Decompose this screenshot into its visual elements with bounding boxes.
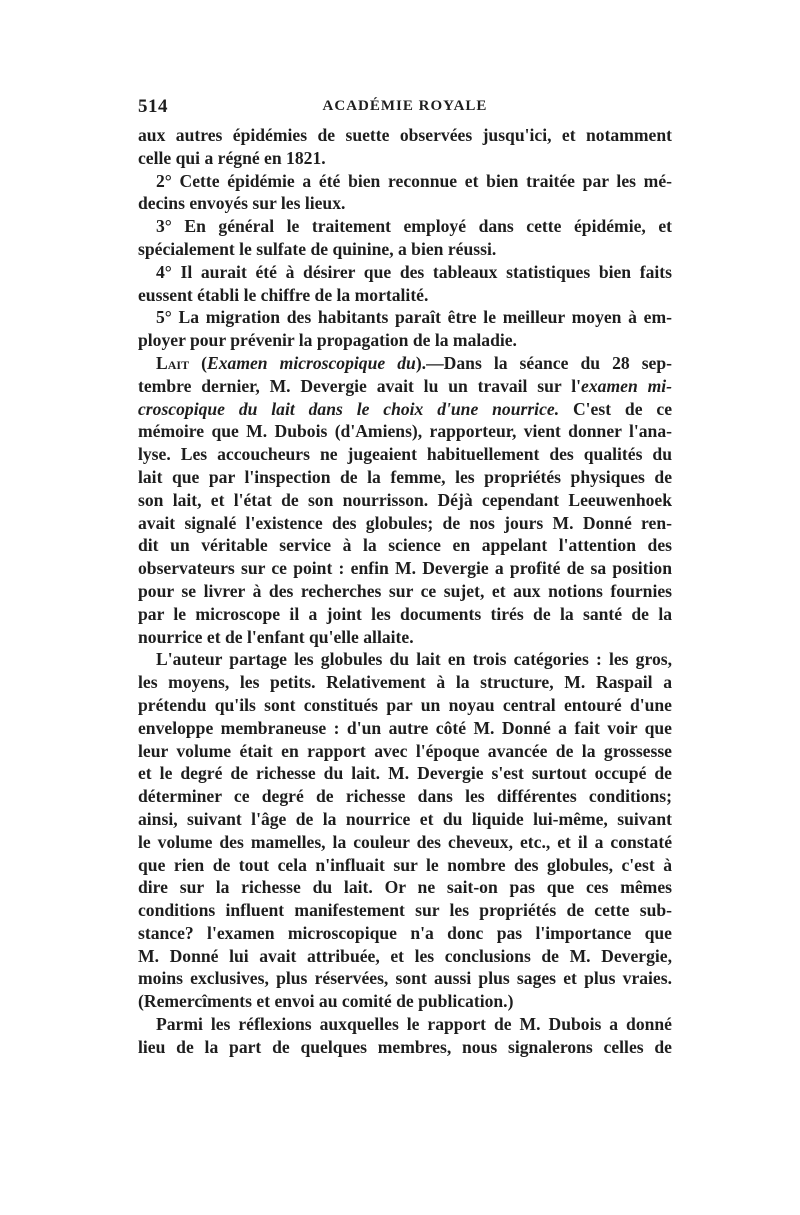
text-line: moins exclusives, plus réservées, sont aussi plus sages et plus vraies. [138, 968, 672, 989]
lait-line3-i: croscopique du lait dans le choix d'une nourrice. [138, 398, 560, 419]
text-line: enveloppe membraneuse : d'un autre côté M. Donné a fait voir que [138, 717, 672, 738]
text-line [138, 398, 672, 421]
lait-line2-a: tembre dernier, M. Devergie avait lu un travail sur l' [138, 375, 582, 396]
page-header [138, 96, 672, 124]
auteur-paragraph [138, 648, 672, 1013]
text-line: pour se livrer à des recherches sur ce sujet, et aux notions fournies [138, 580, 672, 601]
text-line: que rien de tout cela n'influait sur le nombre des globules, c'est à [138, 854, 672, 875]
text-line: aux autres épidémies de suette observées jusqu'ici, et notamment [138, 125, 672, 145]
lait-paragraph [138, 352, 672, 648]
text-line: decins envoyés sur les lieux. [138, 193, 346, 214]
text-line: spécialement le sulfate de quinine, a bien réussi. [138, 238, 497, 259]
text-line: leur volume était en rapport avec l'époque avancée de la grossesse [138, 740, 672, 761]
text-line: 2° Cette épidémie a été bien reconnue et bien traitée par les mé- [156, 170, 672, 191]
text-line: L'auteur partage les globules du lait en trois catégories : les gros, [156, 649, 672, 670]
text-line: mémoire que M. Dubois (d'Amiens), rapporteur, vient donner l'ana- [138, 421, 672, 442]
lait-line3-b: C'est de ce [559, 398, 673, 419]
conclusions-list [138, 124, 672, 352]
parmi-paragraph [138, 1013, 672, 1059]
text-line: (Remercîments et envoi au comité de publication.) [138, 991, 514, 1012]
text-line: 4° Il aurait été à désirer que des tableaux statistiques bien faits [156, 261, 672, 282]
text-line: lyse. Les accoucheurs ne jugeaient habituellement des qualités du [138, 444, 672, 465]
text-line: lieu de la part de quelques membres, nous signalerons celles de [138, 1036, 672, 1057]
text-line: celle qui a régné en 1821. [138, 147, 326, 168]
text-line: lait que par l'inspection de la femme, les propriétés physiques de [138, 466, 672, 487]
lait-rest-lines [138, 420, 672, 648]
book-page [138, 96, 672, 1059]
text-line: eussent établi le chiffre de la mortalité. [138, 284, 429, 305]
text-line: M. Donné lui avait attribuée, et les conclusions de M. Devergie, [138, 945, 672, 966]
text-line: par le microscope il a joint les documents tirés de la santé de la [138, 603, 672, 624]
text-line: Parmi les réflexions auxquelles le rapport de M. Dubois a donné [156, 1014, 672, 1035]
text-line: 3° En général le traitement employé dans cette épidémie, et [156, 216, 672, 237]
running-title: ACADÉMIE ROYALE [322, 98, 488, 114]
text-line: nourrice et de l'enfant qu'elle allaite. [138, 626, 414, 647]
body-text [138, 124, 672, 1059]
text-line: prétendu qu'ils sont constitués par un noyau central entouré d'une [138, 694, 672, 715]
text-line: déterminer ce degré de richesse dans les différentes conditions; [138, 786, 672, 807]
text-line: ainsi, suivant l'âge de la nourrice et du liquide lui-même, suivant [138, 808, 672, 829]
lait-line1-rest: ).—Dans la séance du 28 sep- [415, 352, 672, 373]
text-line: avait signalé l'existence des globules; de nos jours M. Donné ren- [138, 512, 672, 533]
text-line: les moyens, les petits. Relativement à la structure, M. Raspail a [138, 672, 672, 693]
text-line: ployer pour prévenir la propagation de la maladie. [138, 330, 517, 351]
text-line: conditions influent manifestement sur les propriétés de cette sub- [138, 900, 672, 921]
text-line: 5° La migration des habitants paraît être le meilleur moyen à em- [156, 307, 672, 328]
text-line: observateurs sur ce point : enfin M. Devergie a profité de sa position [138, 558, 672, 579]
text-line: stance? l'examen microscopique n'a donc pas l'importance que [138, 922, 672, 943]
text-line: le volume des mamelles, la couleur des cheveux, etc., et il a constaté [138, 831, 672, 852]
lait-label: Lait [156, 352, 190, 373]
text-line [138, 375, 672, 398]
text-line: Lait (Examen microscopique du).—Dans la séance du 28 sep- [156, 352, 672, 373]
page-number: 514 [138, 96, 168, 117]
text-line: dire sur la richesse du lait. Or ne sait-on pas que ces mêmes [138, 877, 672, 898]
lait-italic-title: Examen microscopique du [206, 352, 416, 373]
lait-line2-i: examen mi- [581, 375, 673, 396]
text-line: et le degré de richesse du lait. M. Devergie s'est surtout occupé de [138, 763, 672, 784]
text-line: dit un véritable service à la science en appelant l'attention des [138, 535, 672, 556]
text-line: son lait, et l'état de son nourrisson. Déjà cependant Leeuwenhoek [138, 489, 672, 510]
